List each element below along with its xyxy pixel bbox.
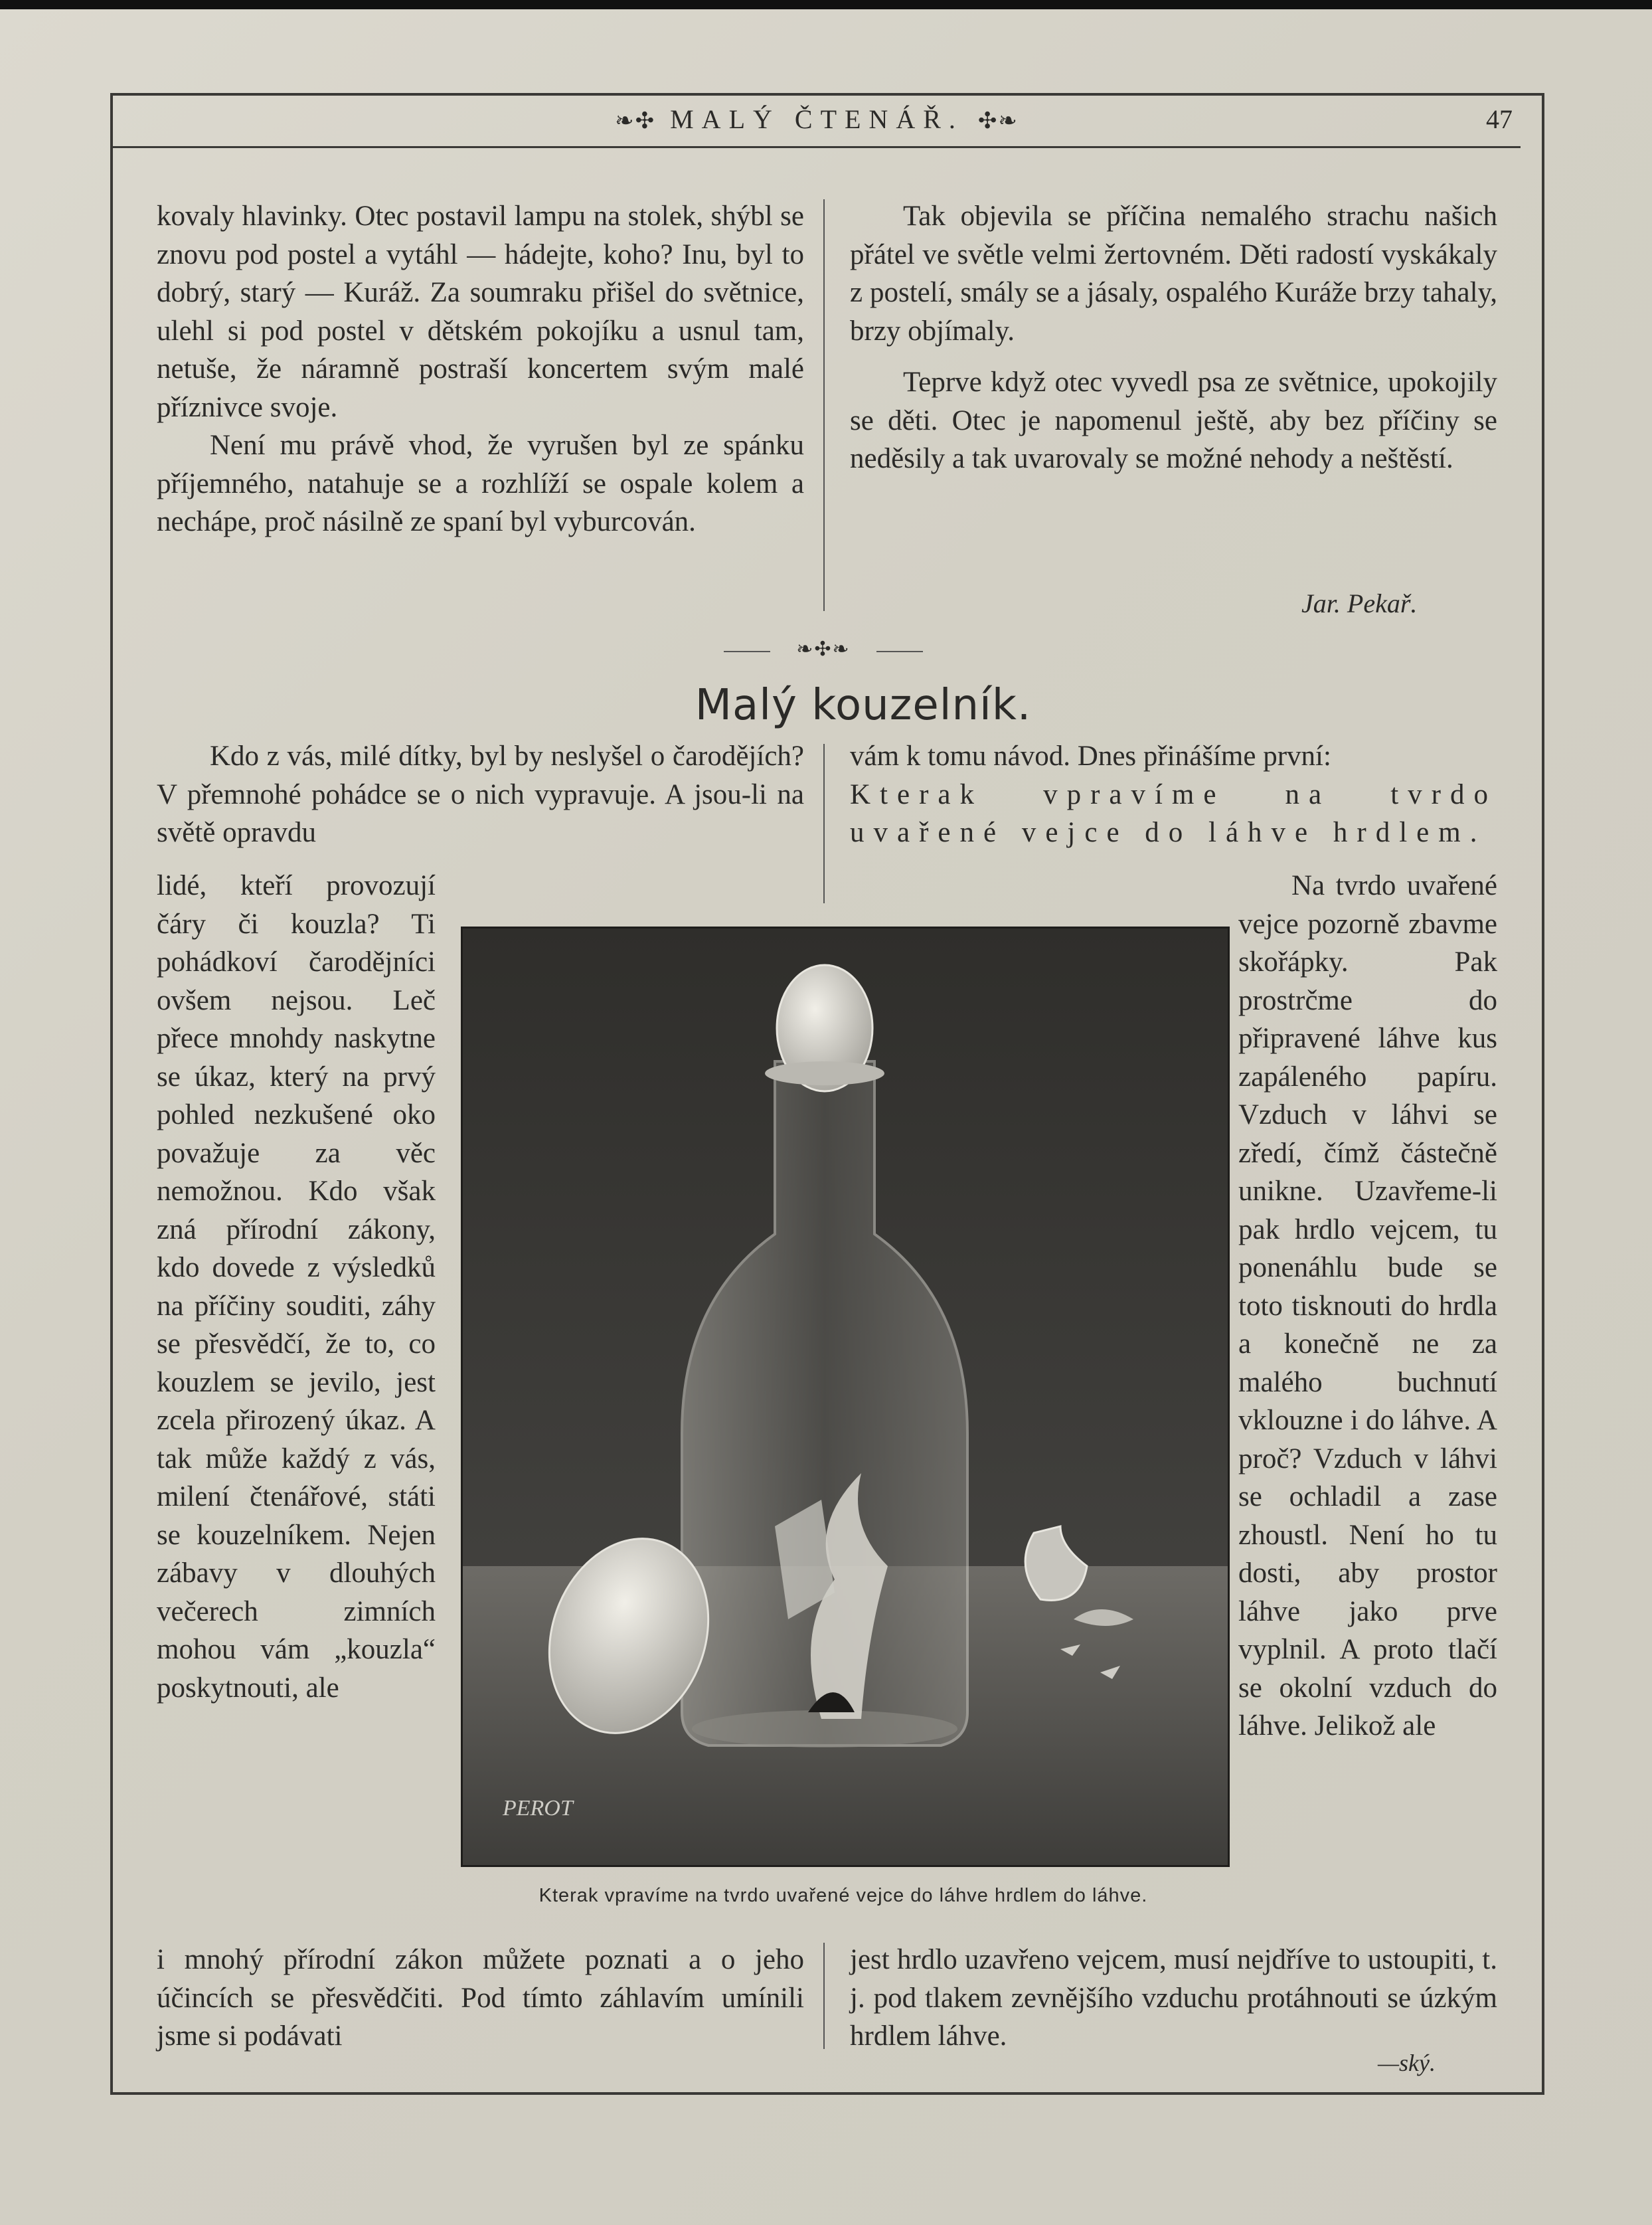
story-left-column: [157, 197, 804, 541]
header-title-row: [113, 104, 1521, 135]
bottle-lip: [765, 1061, 884, 1085]
engraving-figure: [461, 927, 1230, 1867]
story-paragraph: Tak objevila se příčina nemalého strachu našich přátel ve světle velmi žertovném. Děti radostí vyskákaly z postelí, smály se a jásaly, ospalého Kuráže brzy tahaly, brzy objímaly.: [850, 201, 1497, 347]
narrow-left-column: [157, 867, 436, 1707]
intro-right: [850, 737, 1497, 852]
column-rule: [823, 744, 825, 903]
artist-signature: PEROT: [503, 1796, 573, 1821]
story-signature: Jar. Pekař.: [1301, 588, 1418, 618]
egg-bottle-illustration: [463, 929, 1228, 1865]
story-paragraph: Teprve když otec vyvedl psa ze světnice, upokojily se děti. Otec je napomenul ještě, aby bez příčiny se neděsily a tak uvarovaly se možné nehody a neštěstí.: [850, 367, 1497, 474]
story-right-column: [850, 197, 1497, 478]
column-rule: [823, 199, 825, 611]
story-paragraph: Není mu právě vhod, že vyrušen byl ze spánku příjemného, natahuje se a rozhlíží se ospale kolem a nechápe, proč násilně ze spaní byl vyburcován.: [157, 430, 804, 537]
intro-right-lead: vám k tomu návod. Dnes přinášíme první:: [850, 741, 1331, 772]
running-header: [113, 100, 1521, 148]
article-title: Malý kouzelník.: [695, 681, 1032, 730]
left-ornament-icon: ❧✣: [615, 109, 656, 134]
article-signature: —ský.: [1378, 2050, 1436, 2076]
narrow-right-column: [1238, 867, 1497, 1745]
bottom-right-column: [850, 1941, 1497, 2056]
narrow-right-text: Na tvrdo uvařené vejce pozorně zbavme skořápky. Pak prostrčme do připravené láhve kus zapáleného papíru. Vzduch v láhvi se zředí, čímž částečně unikne. Uzavřeme-li pak hrdlo vejcem, tu ponenáhlu bude se toto tisknouti do hrdla a konečně ne za malého buchnutí vklouzne i do láhve. A proč? Vzduch v láhvi se ochladil a zase zhoustl. Není ho tu dosti, aby prostor láhve jako prve vyplnil. A proto tlačí se okolní vzduch do láhve. Jelikož ale: [1238, 870, 1497, 1741]
bottom-left-text: i mnohý přírodní zákon můžete poznati a o jeho účincích se přesvědčiti. Pod tímto záhlavím umínili jsme si podávati: [157, 1944, 804, 2052]
story-paragraph: kovaly hlavinky. Otec postavil lampu na stolek, shýbl se znovu pod postel a vytáhl — hádejte, koho? Inu, byl to dobrý, starý — Kuráž. Za soumraku přišel do světnice, ulehl si pod postel v dětském pokojíku a usnul tam, netuše, že náramně postraší koncertem svým malé příznivce svoje.: [157, 201, 804, 423]
column-rule: [823, 1943, 825, 2049]
bottom-left-column: [157, 1941, 804, 2056]
intro-left-text: Kdo z vás, milé dítky, byl by neslyšel o čarodějích? V přemnohé pohádce se o nich vypravuje. A jsou-li na světě opravdu: [157, 741, 804, 848]
intro-right-heading: Kterak vpravíme na tvrdo uvařené vejce do láhve hrdlem.: [850, 778, 1497, 848]
bottom-right-text: jest hrdlo uzavřeno vejcem, musí nejdříve to ustoupiti, t. j. pod tlakem zevnějšího vzduchu protáhnouti se úzkým hrdlem láhve.: [850, 1944, 1497, 2052]
journal-title: MALÝ ČTENÁŘ.: [670, 104, 963, 134]
right-ornament-icon: ✣❧: [977, 109, 1019, 134]
figure-caption: Kterak vpravíme na tvrdo uvařené vejce do láhve hrdlem do láhve.: [538, 1885, 1148, 1906]
page-number: 47: [1486, 104, 1513, 134]
scan-border: [0, 0, 1652, 9]
intro-left: [157, 737, 804, 852]
section-divider: ❧✣❧: [724, 638, 923, 661]
narrow-left-text: lidé, kteří provozují čáry či kouzla? Ti pohádkoví čarodějníci ovšem nejsou. Leč přece mnohdy naskytne se úkaz, který na prvý pohled nezkušené oko považuje za věc nemožnou. Kdo však zná přírodní zákony, kdo dovede z výsledků na příčiny souditi, záhy se přesvědčí, že to, co kouzlem se jevilo, jest zcela přirozený úkaz. A tak může každý z vás, milení čtenářové, státi se kouzelníkem. Nejen zábavy v dlouhých večerech zimních mohou vám „kouzla“ poskytnouti, ale: [157, 870, 436, 1704]
